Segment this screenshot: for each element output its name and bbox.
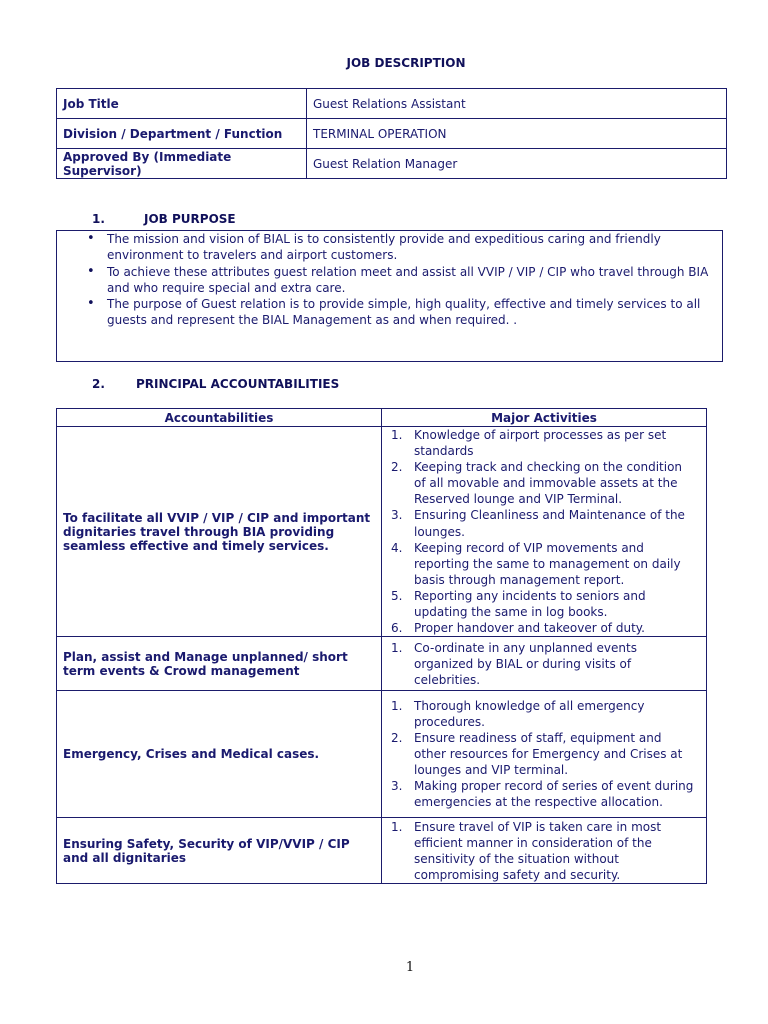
- info-value: Guest Relations Assistant: [307, 89, 727, 119]
- list-item: • The purpose of Guest relation is to provide simple, high quality, effective and timely services to all guests and represent the BIAL Management as and when required. .: [107, 296, 722, 329]
- list-item: [386, 620, 694, 636]
- list-item: • The mission and vision of BIAL is to consistently provide and expeditious caring and friendly environment to travelers and airport customers.: [107, 231, 722, 264]
- section-number: 1.: [92, 212, 105, 226]
- list-item: [386, 507, 694, 539]
- item-number: 2.: [391, 460, 403, 475]
- item-number: 5.: [391, 588, 403, 603]
- list-item: [386, 427, 694, 459]
- column-header-major-activities: Major Activities: [382, 409, 707, 427]
- item-text: Proper handover and takeover of duty.: [414, 621, 645, 636]
- item-number: 1.: [391, 819, 403, 834]
- item-text: Co-ordinate in any unplanned events organized by BIAL or during visits of celebrities.: [414, 640, 637, 687]
- item-text: Knowledge of airport processes as per set standards: [414, 428, 667, 459]
- activities-cell: [382, 427, 707, 637]
- item-number: 1.: [391, 698, 403, 713]
- item-number: 2.: [391, 731, 403, 746]
- item-text: Thorough knowledge of all emergency procedures.: [414, 698, 645, 729]
- list-item: [386, 540, 694, 588]
- item-text: Keeping track and checking on the condition of all movable and immovable assets at the Reserved lounge and VIP Terminal.: [414, 460, 683, 507]
- item-number: 3.: [391, 779, 403, 794]
- list-item: [386, 459, 694, 507]
- info-value: TERMINAL OPERATION: [307, 119, 727, 149]
- item-number: 1.: [391, 640, 403, 655]
- table-row: [57, 637, 707, 691]
- accountability-cell: Plan, assist and Manage unplanned/ short term events & Crowd management: [57, 637, 382, 691]
- item-number: 4.: [391, 540, 403, 555]
- table-row: [57, 818, 707, 884]
- info-label: Job Title: [57, 89, 307, 119]
- table-row: [57, 427, 707, 637]
- item-text: Reporting any incidents to seniors and updating the same in log books.: [414, 588, 646, 620]
- table-header-row: [57, 409, 707, 427]
- table-row: [57, 691, 707, 818]
- item-text: Ensuring Cleanliness and Maintenance of the lounges.: [414, 508, 685, 539]
- item-text: Ensure readiness of staff, equipment and other resources for Emergency and Crises at lounges and VIP terminal.: [414, 731, 683, 778]
- info-value: Guest Relation Manager: [307, 149, 727, 179]
- activities-cell: [382, 637, 707, 691]
- item-number: 3.: [391, 508, 403, 523]
- item-number: 6.: [391, 621, 403, 636]
- list-item: [386, 698, 694, 730]
- accountability-cell: To facilitate all VVIP / VIP / CIP and important dignitaries travel through BIA providing seamless effective and timely services.: [57, 427, 382, 637]
- job-purpose-list: [57, 231, 722, 329]
- item-text: Keeping record of VIP movements and reporting the same to management on daily basis through management report.: [414, 540, 681, 587]
- list-item: • To achieve these attributes guest relation meet and assist all VVIP / VIP / CIP who travel through BIA and who require special and extra care.: [107, 264, 722, 297]
- info-label: Approved By (Immediate Supervisor): [57, 149, 307, 179]
- item-text: Ensure travel of VIP is taken care in most efficient manner in consideration of the sensitivity of the situation without compromising safety and security.: [414, 819, 662, 882]
- activities-list: [386, 640, 694, 688]
- item-text: Making proper record of series of event during emergencies at the respective allocation.: [414, 779, 694, 810]
- section-title: PRINCIPAL ACCOUNTABILITIES: [136, 377, 340, 391]
- accountabilities-table: [56, 408, 707, 884]
- activities-list: [386, 819, 694, 883]
- list-item: [386, 588, 694, 620]
- section-number: 2.: [92, 377, 105, 391]
- section-heading-accountabilities: [92, 377, 339, 391]
- list-item: [386, 819, 694, 883]
- section-title: JOB PURPOSE: [144, 212, 236, 226]
- column-header-accountabilities: Accountabilities: [57, 409, 382, 427]
- item-number: 1.: [391, 428, 403, 442]
- list-item: [386, 640, 694, 688]
- list-item: [386, 730, 694, 778]
- document-title: JOB DESCRIPTION: [346, 56, 466, 70]
- page-number: 1: [405, 960, 415, 975]
- info-row-approved-by: [57, 149, 727, 179]
- job-info-table: [56, 88, 727, 179]
- accountability-cell: Emergency, Crises and Medical cases.: [57, 691, 382, 818]
- activities-list: [386, 698, 694, 811]
- job-purpose-box: [56, 230, 723, 362]
- section-heading-job-purpose: [92, 212, 236, 226]
- accountability-cell: Ensuring Safety, Security of VIP/VVIP / CIP and all dignitaries: [57, 818, 382, 884]
- info-row-job-title: [57, 89, 727, 119]
- info-label: Division / Department / Function: [57, 119, 307, 149]
- list-item: [386, 778, 694, 810]
- info-row-division: [57, 119, 727, 149]
- activities-list: [386, 427, 694, 636]
- activities-cell: [382, 818, 707, 884]
- activities-cell: [382, 691, 707, 818]
